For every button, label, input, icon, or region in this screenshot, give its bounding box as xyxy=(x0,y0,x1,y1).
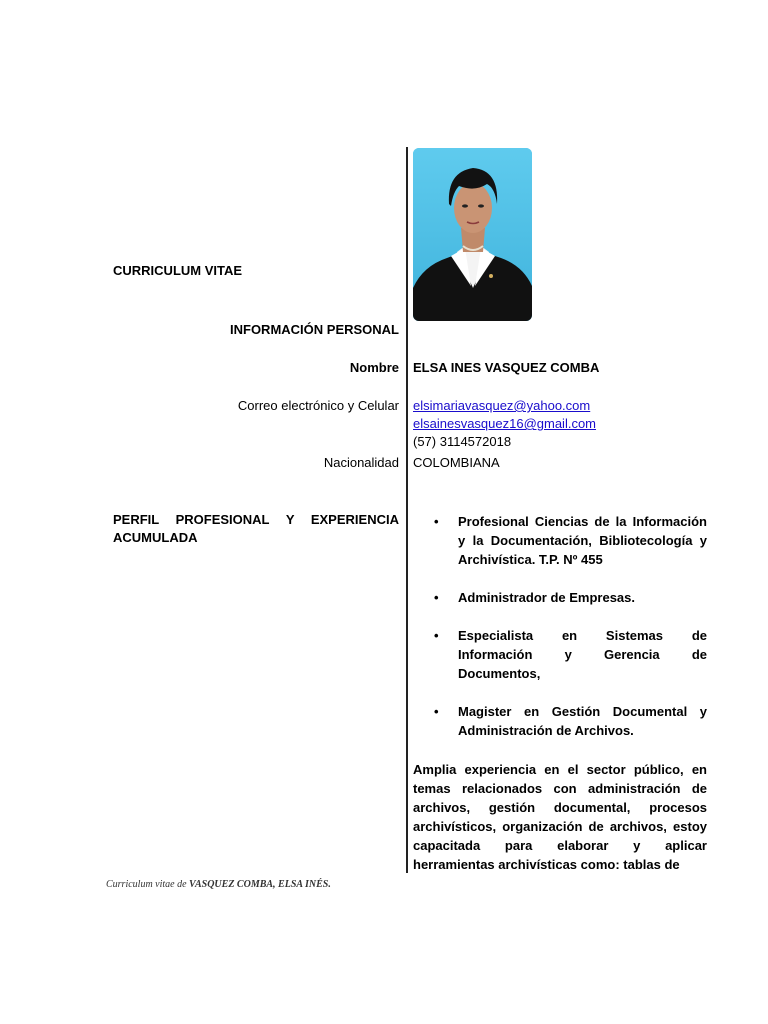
column-divider xyxy=(406,147,408,873)
contact-label: Correo electrónico y Celular xyxy=(237,398,399,413)
bullet-icon: • xyxy=(434,628,439,643)
phone-number: (57) 3114572018 xyxy=(413,434,512,449)
nationality-label: Nacionalidad xyxy=(323,455,399,470)
email-link-2[interactable]: elsainesvasquez16@gmail.com xyxy=(413,416,597,431)
profile-list xyxy=(413,512,707,740)
nationality-value: COLOMBIANA xyxy=(413,455,500,470)
portrait-illustration xyxy=(413,148,532,321)
list-item xyxy=(413,702,707,740)
list-item-text: Administrador de Empresas. xyxy=(458,590,635,605)
section-personal-heading: INFORMACIÓN PERSONAL xyxy=(230,322,399,337)
list-item-text: Especialista en Sistemas de Información y Gerencia de Documentos, xyxy=(458,628,707,681)
list-item xyxy=(413,512,707,569)
list-item xyxy=(413,588,707,607)
list-item xyxy=(413,626,707,683)
footer-name: VASQUEZ COMBA, ELSA INÉS. xyxy=(189,879,331,890)
experience-paragraph: Amplia experiencia en el sector público, en temas relacionados con administración de archivos, gestión documental, procesos archivísticos, organización de archivos, estoy capacitada para elaborar y aplicar herramientas archivísticas como: tablas de xyxy=(413,762,707,872)
list-item-text: Magister en Gestión Documental y Administración de Archivos. xyxy=(458,704,707,738)
profile-heading-word: PROFESIONAL xyxy=(175,512,270,527)
bullet-icon: • xyxy=(434,514,439,529)
bullet-icon: • xyxy=(434,704,439,719)
page-footer xyxy=(106,879,331,890)
name-value: ELSA INES VASQUEZ COMBA xyxy=(413,360,600,375)
cv-title: CURRICULUM VITAE xyxy=(113,263,243,278)
profile-heading-word: PERFIL xyxy=(113,512,160,527)
profile-heading-line2: ACUMULADA xyxy=(113,530,198,545)
email-link-1[interactable]: elsimariavasquez@yahoo.com xyxy=(413,398,591,413)
contact-values xyxy=(413,397,596,451)
name-label: Nombre xyxy=(349,360,399,375)
bullet-icon: • xyxy=(434,590,439,605)
profile-heading xyxy=(113,511,399,547)
profile-heading-word: EXPERIENCIA xyxy=(310,512,399,527)
profile-heading-word: Y xyxy=(285,512,295,527)
profile-photo xyxy=(413,148,532,321)
footer-prefix: Curriculum vitae de xyxy=(106,879,190,890)
profile-list-container xyxy=(413,512,707,740)
list-item-text: Profesional Ciencias de la Información y la Documentación, Bibliotecología y Archivística. T.P. Nº 455 xyxy=(458,514,707,567)
